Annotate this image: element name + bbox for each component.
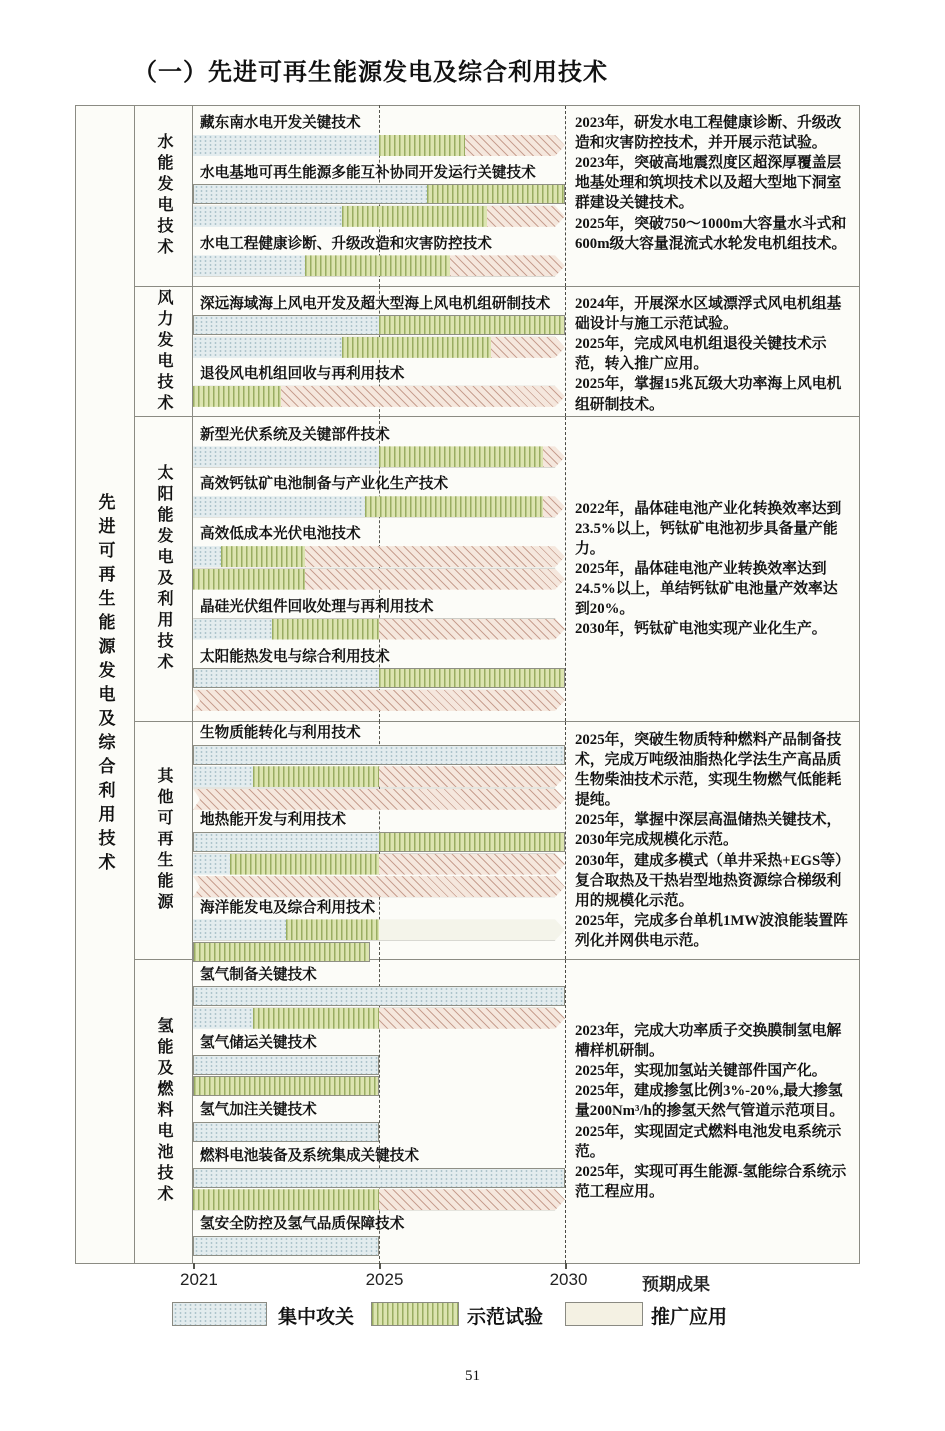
axis-tick-2025 <box>379 1263 381 1269</box>
section-wind <box>135 286 859 416</box>
tech-row <box>193 1215 565 1257</box>
tech-label: 退役风电机组回收与再利用技术 <box>200 366 405 383</box>
outcome-text: 2022年，晶体硅电池产业化转换效率达到23.5%以上，钙钛矿电池初步具备量产能力。 <box>575 500 842 557</box>
outcome-text: 2025年，实现可再生能源-氢能综合系统示范工程应用。 <box>575 1163 847 1200</box>
gantt-bar <box>193 496 565 517</box>
tech-label: 地热能开发与利用技术 <box>200 812 346 829</box>
bar-segment-apply <box>305 546 565 567</box>
bar-segment-apply <box>450 255 565 276</box>
tech-label: 高效低成本光伏电池技术 <box>200 526 361 543</box>
section-solar <box>135 416 859 721</box>
bar-segment-demo <box>194 943 369 961</box>
gantt-bar <box>193 1055 379 1075</box>
outcome-text: 2030年，建成多模式（单井采热+EGS等）复合取热及干热岩型地热资源综合梯级利用的规模化示范。 <box>575 852 850 909</box>
tech-row <box>193 164 565 229</box>
bar-segment-apply <box>305 569 565 590</box>
tech-row <box>193 1101 565 1143</box>
outcome-text: 2025年，实现固定式燃料电池发电系统示范。 <box>575 1123 842 1160</box>
bar-segment-research <box>194 1123 378 1141</box>
tech-row <box>193 1034 565 1098</box>
tech-row <box>193 966 565 1031</box>
outcome-text: 2025年，突破生物质特种燃料产品制备技术，完成万吨级油脂热化学法生产高品质生物柴油技术示范，实现生物燃气低能耗提纯。 <box>575 731 842 809</box>
axis-label-2025: 2025 <box>365 1270 404 1289</box>
tech-row <box>193 525 565 591</box>
gantt-bar <box>193 1236 379 1256</box>
bar-segment-research <box>194 746 564 764</box>
gantt-bar <box>193 184 565 204</box>
gantt-bar <box>193 668 565 688</box>
tech-row <box>193 114 565 157</box>
bar-segment-research <box>194 669 379 687</box>
legend-label-demo: 示范试验 <box>467 1307 544 1328</box>
axis-label-2021: 2021 <box>180 1270 218 1289</box>
tech-label: 水电工程健康诊断、升级改造和灾害防控技术 <box>200 235 492 252</box>
gantt-bar <box>193 135 565 156</box>
category-cell-hydro <box>135 106 193 286</box>
section-hydro <box>135 106 859 286</box>
bar-segment-demo <box>342 337 491 358</box>
gantt-sections <box>135 106 859 1263</box>
axis-tick-2030 <box>565 1263 567 1269</box>
bar-segment-research <box>194 185 427 203</box>
outcome-text: 2025年，突破750～1000m大容量水斗式和600m级大容量混流式水轮发电机组技术。 <box>575 215 847 252</box>
bar-segment-demo <box>379 316 564 334</box>
axis-label-expected-outcomes: 预期成果 <box>642 1275 710 1294</box>
bar-segment-apply <box>193 789 565 810</box>
bar-segment-research <box>193 546 221 567</box>
outcomes-hydrogen <box>565 960 859 1263</box>
section-other-renewables <box>135 721 859 959</box>
gantt-bar <box>193 832 565 852</box>
bar-segment-demo <box>427 185 564 203</box>
tech-row <box>193 365 565 408</box>
legend-swatch-apply <box>565 1302 643 1326</box>
bar-segment-research <box>194 1169 564 1187</box>
outcomes-solar <box>565 417 859 721</box>
category-label-other-renewables: 其他可再生能源 <box>155 767 172 914</box>
tech-label: 新型光伏系统及关键部件技术 <box>200 426 390 443</box>
bar-segment-research <box>193 135 379 156</box>
bar-segment-research <box>193 496 365 517</box>
tech-label: 生物质能转化与利用技术 <box>200 725 361 741</box>
tech-label: 深远海域海上风电开发及超大型海上风电机组研制技术 <box>200 295 551 312</box>
page-number: 51 <box>465 1368 480 1384</box>
gantt-bar <box>193 1189 565 1210</box>
bar-segment-demo <box>379 669 564 687</box>
bar-segment-apply <box>543 446 565 467</box>
bar-segment-demo <box>379 446 543 467</box>
tech-label: 氢气制备关键技术 <box>200 966 317 983</box>
bar-segment-demo <box>193 1189 379 1210</box>
axis-label-2030: 2030 <box>549 1270 588 1289</box>
tech-row <box>193 811 565 898</box>
bar-segment-demo <box>272 619 379 640</box>
gantt-chart-hydro <box>193 106 565 286</box>
bar-segment-demo <box>286 919 379 940</box>
tech-row <box>193 235 565 278</box>
gantt-bar <box>193 546 565 567</box>
tech-row <box>193 724 565 811</box>
gantt-bar <box>193 1122 379 1142</box>
gantt-bar <box>193 1008 565 1029</box>
gantt-chart-hydrogen <box>193 960 565 1263</box>
outcome-text: 2025年，实现加氢站关键部件国产化。 <box>575 1063 827 1080</box>
bar-segment-apply <box>379 619 565 640</box>
bar-segment-demo <box>365 496 543 517</box>
category-label-solar: 太阳能发电及利用技术 <box>155 464 172 674</box>
bar-segment-demo <box>305 255 450 276</box>
bar-segment-demo <box>379 135 465 156</box>
bar-segment-apply <box>193 690 565 711</box>
category-cell-solar <box>135 417 193 721</box>
bar-segment-apply <box>193 876 565 897</box>
bar-segment-demo <box>193 386 281 407</box>
tech-label: 氢气加注关键技术 <box>200 1102 317 1119</box>
tech-label: 氢安全防控及氢气品质保障技术 <box>200 1216 405 1233</box>
bar-segment-apply <box>543 496 565 517</box>
bar-segment-demo <box>221 546 305 567</box>
category-cell-hydrogen <box>135 960 193 1263</box>
legend-label-research: 集中攻关 <box>278 1307 355 1328</box>
bar-segment-research <box>193 337 342 358</box>
bar-segment-apply <box>281 386 565 407</box>
bar-segment-research <box>193 919 286 940</box>
outcome-text: 2023年，研发水电工程健康诊断、升级改造和灾害防控技术，并开展示范试验。 <box>575 115 842 152</box>
bar-segment-research <box>194 833 379 851</box>
bar-segment-research <box>194 316 379 334</box>
legend-swatch-demo <box>371 1302 459 1326</box>
outcome-text: 2023年，突破高地震烈度区超深厚覆盖层地基处理和筑坝技术以及超大型地下洞室群建设关键技术。 <box>575 155 842 212</box>
gantt-bar <box>193 569 565 590</box>
bar-segment-apply2 <box>379 919 565 940</box>
gantt-bar <box>193 619 565 640</box>
legend <box>75 1300 860 1332</box>
tech-row <box>193 648 565 713</box>
bar-segment-research <box>193 446 379 467</box>
tech-label: 海洋能发电及综合利用技术 <box>200 899 376 916</box>
tech-row <box>193 899 565 964</box>
tech-label: 藏东南水电开发关键技术 <box>200 115 361 132</box>
outcome-text: 2025年，完成风电机组退役关键技术示范，转入推广应用。 <box>575 336 827 373</box>
outcome-text: 2025年，晶体硅电池产业转换效率达到24.5%以上，单结钙钛矿电池量产效率达到20%。 <box>575 560 838 618</box>
tech-row <box>193 426 565 469</box>
outcomes-hydro <box>565 106 859 286</box>
bar-segment-research <box>193 255 305 276</box>
tech-row <box>193 1147 565 1212</box>
legend-swatch-research <box>172 1302 267 1326</box>
category-label-wind: 风力发电技术 <box>155 288 172 415</box>
bar-segment-demo <box>253 1008 379 1029</box>
gantt-bar <box>193 789 565 810</box>
tech-label: 太阳能热发电与综合利用技术 <box>200 648 390 665</box>
category-cell-other-renewables <box>135 722 193 959</box>
gantt-chart-other-renewables <box>193 722 565 959</box>
figure-outer-label-cell <box>76 106 135 1263</box>
bar-segment-research <box>194 1237 378 1255</box>
gantt-chart-wind <box>193 287 565 416</box>
tech-row <box>193 475 565 518</box>
bar-segment-demo <box>379 833 564 851</box>
gantt-bar <box>193 315 565 335</box>
bar-segment-demo <box>253 766 379 787</box>
bar-segment-research <box>193 206 342 227</box>
bar-segment-demo <box>230 854 379 875</box>
bar-segment-demo <box>342 206 487 227</box>
bar-segment-apply <box>379 1189 565 1210</box>
outcome-text: 2025年，掌握15兆瓦级大功率海上风电机组研制技术。 <box>575 376 842 413</box>
tech-label: 高效钙钛矿电池制备与产业化生产技术 <box>200 476 449 493</box>
timeline-axis <box>75 1266 860 1292</box>
tech-label: 水电基地可再生能源多能互补协同开发运行关键技术 <box>200 164 536 181</box>
gantt-chart-solar <box>193 417 565 721</box>
bar-segment-apply <box>491 337 565 358</box>
outcome-text: 2030年，钙钛矿电池实现产业化生产。 <box>575 621 827 638</box>
bar-segment-demo <box>194 1077 378 1095</box>
gantt-bar <box>193 1168 565 1188</box>
tech-row <box>193 598 565 641</box>
gantt-bar <box>193 854 565 875</box>
legend-label-apply: 推广应用 <box>651 1307 728 1328</box>
bar-segment-apply <box>487 206 565 227</box>
bar-segment-research <box>193 854 230 875</box>
outcome-text: 2024年，开展深水区域漂浮式风电机组基础设计与施工示范试验。 <box>575 296 842 333</box>
gantt-bar <box>193 986 565 1006</box>
axis-tick-2021 <box>193 1263 195 1269</box>
bar-segment-research <box>194 1056 378 1074</box>
gantt-bar <box>193 255 565 276</box>
gantt-bar <box>193 919 565 940</box>
bar-segment-apply <box>379 854 565 875</box>
bar-segment-research <box>193 1008 253 1029</box>
figure-outer-label: 先进可再生能源发电及综合利用技术 <box>95 492 115 877</box>
gantt-bar <box>193 446 565 467</box>
gantt-bar <box>193 876 565 897</box>
gantt-bar <box>193 942 370 962</box>
gantt-bar <box>193 1076 379 1096</box>
bar-segment-apply <box>379 1008 565 1029</box>
bar-segment-research <box>193 619 272 640</box>
bar-segment-research <box>194 987 564 1005</box>
outcome-text: 2025年，掌握中深层高温储热关键技术，2030年完成规模化示范。 <box>575 812 842 849</box>
gantt-bar <box>193 745 565 765</box>
section-hydrogen <box>135 959 859 1263</box>
tech-label: 燃料电池装备及系统集成关键技术 <box>200 1147 419 1164</box>
bar-segment-research <box>193 766 253 787</box>
roadmap-figure <box>75 105 860 1264</box>
tech-row <box>193 295 565 360</box>
bar-segment-demo <box>193 569 305 590</box>
outcomes-wind <box>565 287 859 416</box>
gantt-bar <box>193 206 565 227</box>
category-label-hydro: 水能发电技术 <box>155 133 172 259</box>
outcome-text: 2025年，建成掺氢比例3%-20%,最大掺氢量200Nm³/h的掺氢天然气管道示范项目。 <box>575 1083 845 1120</box>
gantt-bar <box>193 337 565 358</box>
outcomes-other-renewables <box>565 722 859 959</box>
outcome-text: 2023年，完成大功率质子交换膜制氢电解槽样机研制。 <box>575 1023 842 1060</box>
category-label-hydrogen: 氢能及燃料电池技术 <box>155 1017 172 1206</box>
bar-segment-apply <box>465 135 565 156</box>
page-title: （一）先进可再生能源发电及综合利用技术 <box>133 60 608 86</box>
gantt-bar <box>193 386 565 407</box>
tech-label: 氢气储运关键技术 <box>200 1034 317 1051</box>
gantt-bar <box>193 690 565 711</box>
category-cell-wind <box>135 287 193 416</box>
tech-label: 晶硅光伏组件回收处理与再利用技术 <box>200 598 434 615</box>
outcome-text: 2025年，完成多台单机1MW波浪能装置阵列化并网供电示范。 <box>575 912 848 949</box>
bar-segment-apply <box>379 766 565 787</box>
gantt-bar <box>193 766 565 787</box>
